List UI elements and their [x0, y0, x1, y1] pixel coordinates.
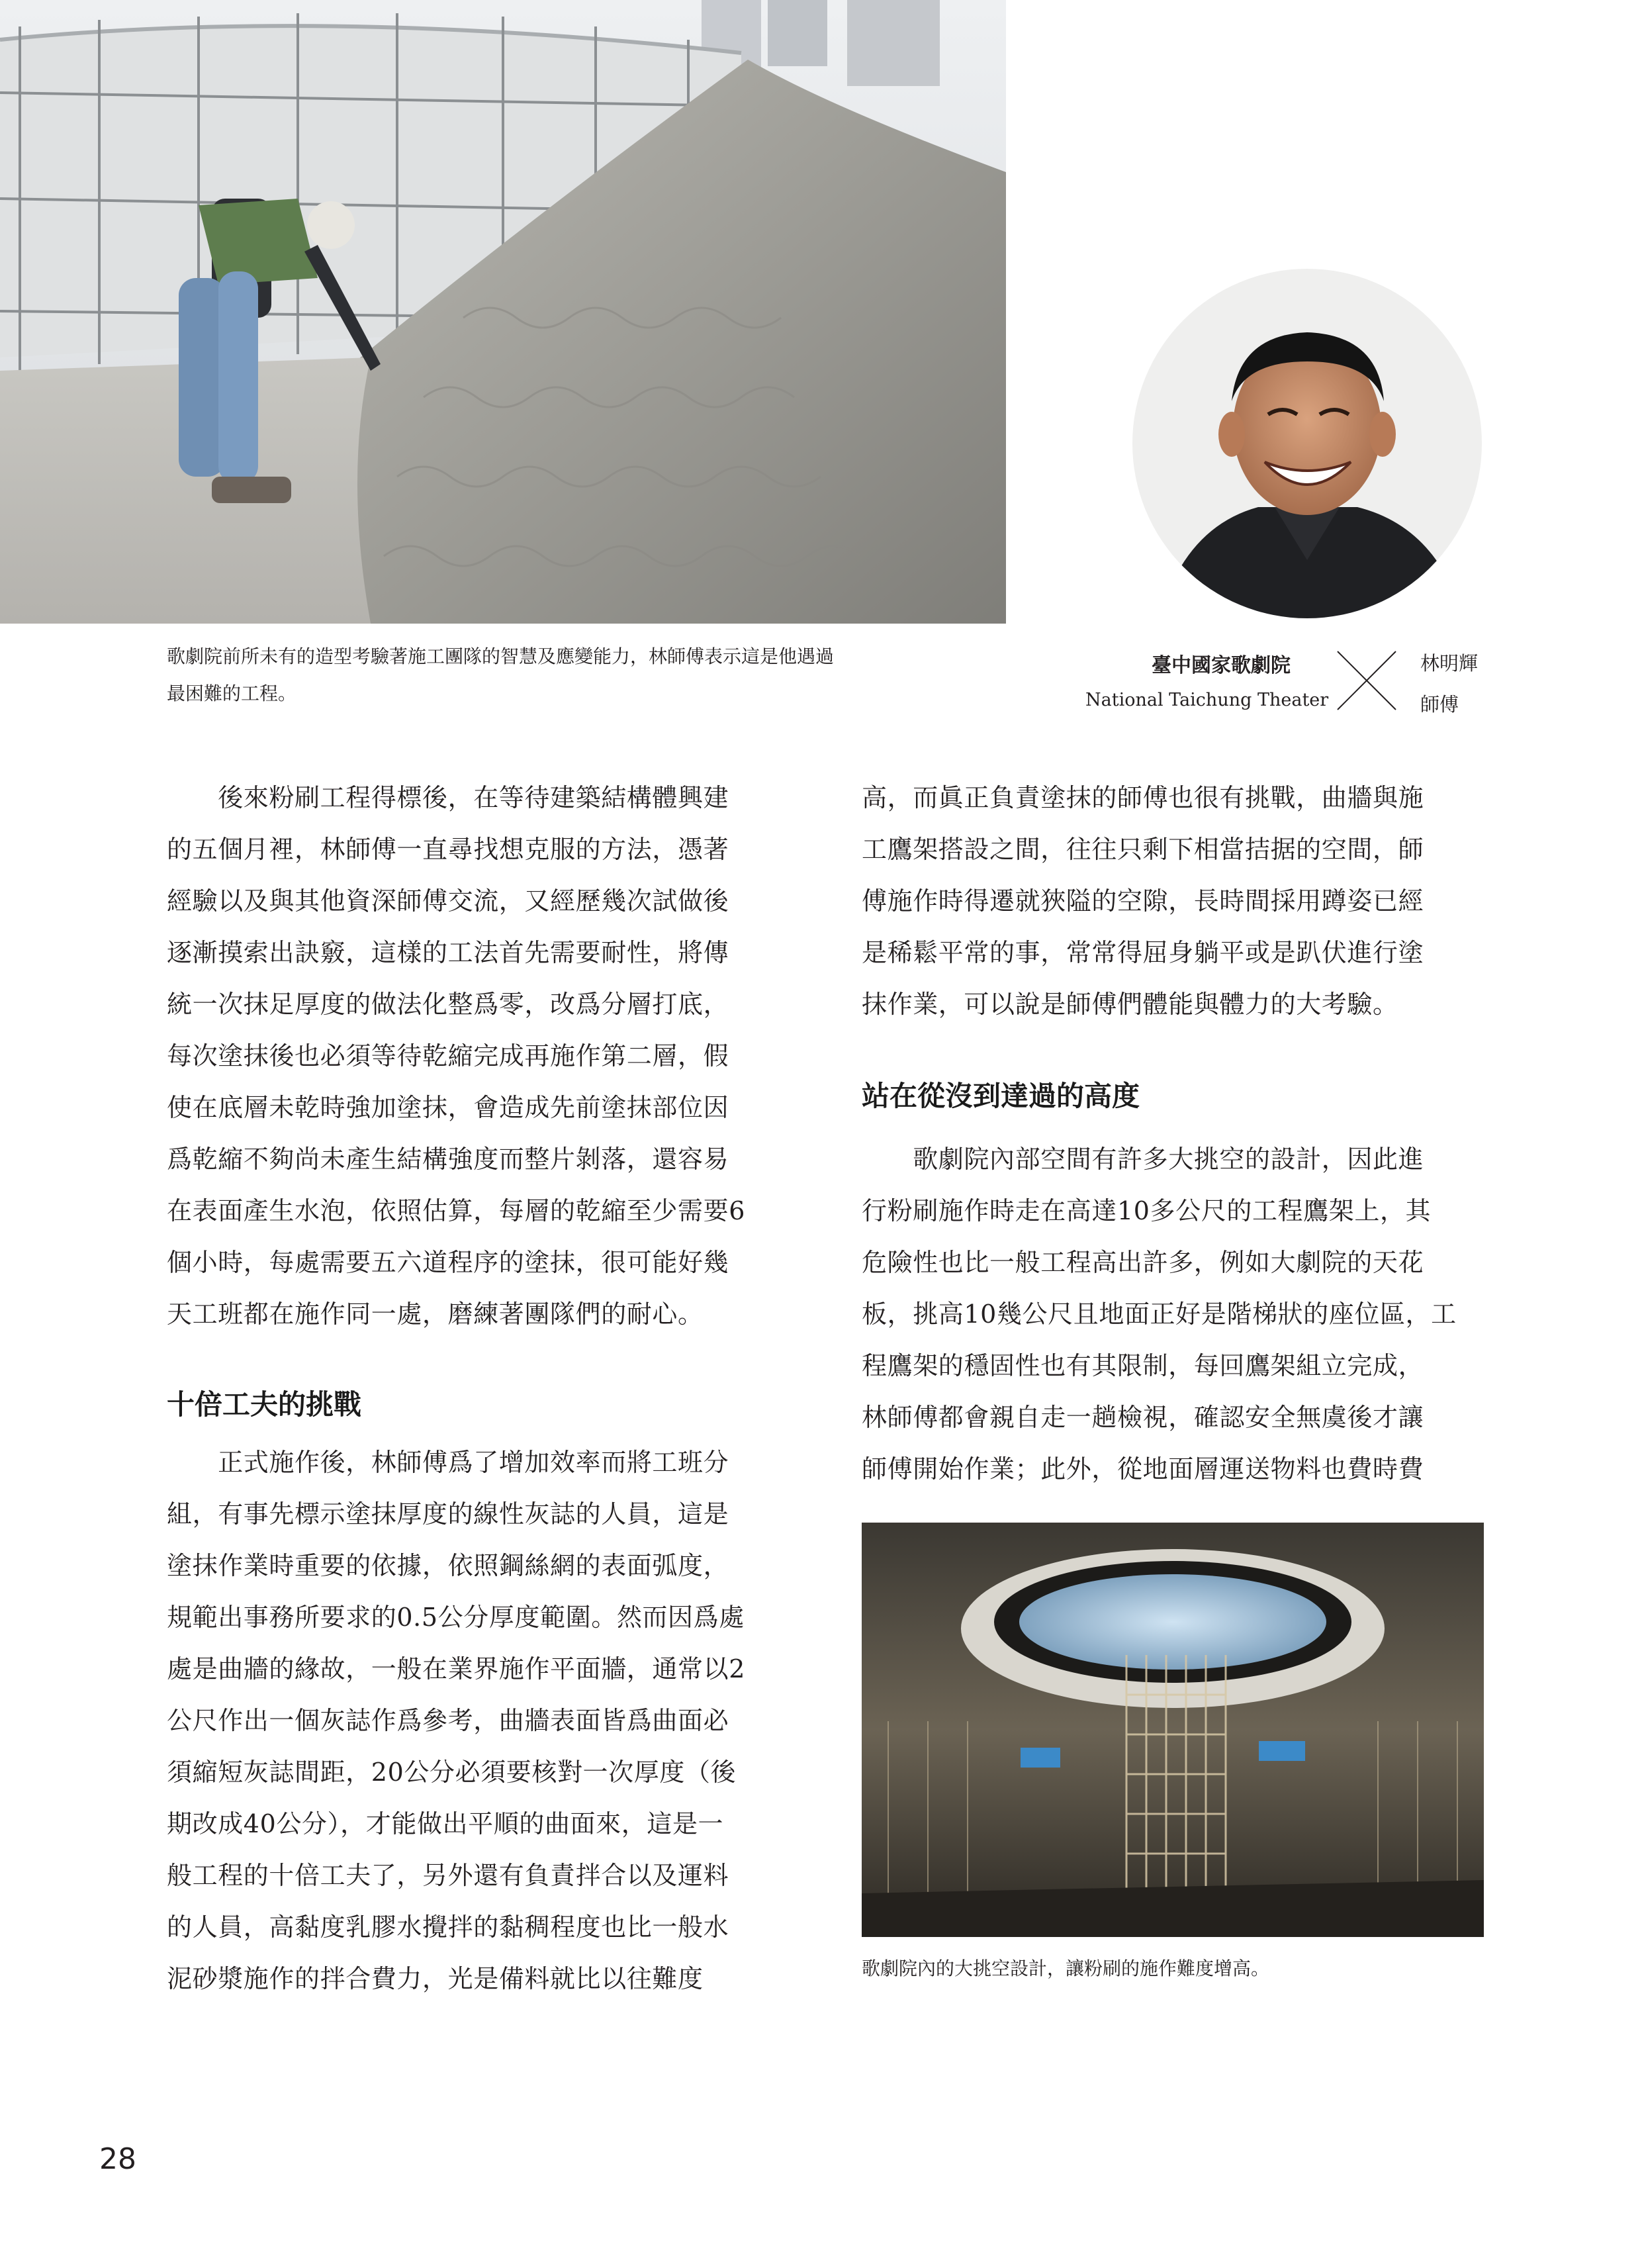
text-line: 期改成40公分），才能做出平順的曲面來，這是一: [167, 1809, 724, 1838]
right-paragraph-1: [862, 772, 1424, 1030]
text-line: 統一次抹足厚度的做法化整爲零，改爲分層打底，: [167, 990, 729, 1019]
text-line: 的五個月裡，林師傅一直尋找想克服的方法，憑著: [167, 835, 729, 864]
text-line: 的人員，高黏度乳膠水攪拌的黏稠程度也比一般水: [167, 1913, 729, 1942]
text-line: 須縮短灰誌間距，20公分必須要核對一次厚度（後: [167, 1758, 737, 1787]
text-line: 板，挑高10幾公尺且地面正好是階梯狀的座位區，工: [862, 1299, 1457, 1329]
top-photo-caption: [167, 638, 961, 712]
venue-name-zh: 臺中國家歌劇院: [1152, 654, 1291, 677]
section-heading-right: 站在從沒到達過的高度: [862, 1080, 1140, 1112]
text-line: 行粉刷施作時走在高達10多公尺的工程鷹架上，其: [862, 1196, 1432, 1225]
cross-divider-icon: [1335, 649, 1398, 712]
text-line: 工鷹架搭設之間，往往只剩下相當拮据的空間，師: [862, 835, 1424, 864]
caption-line: 歌劇院前所未有的造型考驗著施工團隊的智慧及應變能力，林師傅表示這是他遇過: [167, 645, 835, 667]
left-paragraph-1: [167, 772, 745, 1340]
text-line: 組，有事先標示塗抹厚度的線性灰誌的人員，這是: [167, 1499, 729, 1529]
bottom-photo-caption: 歌劇院內的大挑空設計，讓粉刷的施作難度增高。: [862, 1958, 1270, 1979]
text-line: 高，而眞正負責塗抹的師傅也很有挑戰，曲牆與施: [862, 783, 1424, 812]
text-line: 後來粉刷工程得標後，在等待建築結構體興建: [167, 783, 729, 812]
text-line: 是稀鬆平常的事，常常得屈身躺平或是趴伏進行塗: [862, 938, 1424, 967]
text-line: 經驗以及與其他資深師傅交流，又經歷幾次試做後: [167, 886, 729, 916]
text-line: 爲乾縮不夠尚未產生結構強度而整片剝落，還容易: [167, 1145, 729, 1174]
text-line: 般工程的十倍工夫了，另外還有負責拌合以及運料: [167, 1861, 729, 1890]
text-line: 歌劇院內部空間有許多大挑空的設計，因此進: [862, 1145, 1424, 1174]
text-line: 傅施作時得遷就狹隘的空隙，長時間採用蹲姿已經: [862, 886, 1424, 916]
text-line: 抹作業，可以說是師傅們體能與體力的大考驗。: [862, 990, 1398, 1019]
text-line: 每次塗抹後也必須等待乾縮完成再施作第二層，假: [167, 1041, 729, 1070]
text-line: 危險性也比一般工程高出許多，例如大劇院的天花: [862, 1248, 1424, 1277]
text-line: 處是曲牆的緣故，一般在業界施作平面牆，通常以2: [167, 1654, 745, 1683]
construction-photo: [0, 0, 1006, 624]
page-number: 28: [99, 2142, 136, 2176]
section-heading-left: 十倍工夫的挑戰: [167, 1388, 362, 1421]
text-line: 逐漸摸索出訣竅，這樣的工法首先需要耐性，將傳: [167, 938, 729, 967]
text-line: 在表面產生水泡，依照估算，每層的乾縮至少需要6: [167, 1196, 745, 1225]
text-line: 程鷹架的穩固性也有其限制，每回鷹架組立完成，: [862, 1351, 1424, 1380]
caption-line: 最困難的工程。: [167, 683, 297, 704]
text-line: 塗抹作業時重要的依據，依照鋼絲網的表面弧度，: [167, 1551, 729, 1580]
text-line: 公尺作出一個灰誌作爲參考，曲牆表面皆爲曲面必: [167, 1706, 729, 1735]
text-line: 使在底層未乾時強加塗抹，會造成先前塗抹部位因: [167, 1093, 729, 1122]
venue-name-en: National Taichung Theater: [1085, 690, 1329, 710]
text-line: 泥砂漿施作的拌合費力，光是備料就比以往難度: [167, 1964, 704, 1993]
text-line: 林師傅都會親自走一趟檢視，確認安全無虞後才讓: [862, 1403, 1424, 1432]
text-line: 天工班都在施作同一處，磨練著團隊們的耐心。: [167, 1299, 704, 1329]
text-line: 規範出事務所要求的0.5公分厚度範圍。然而因爲處: [167, 1603, 745, 1632]
portrait-photo: [1132, 269, 1482, 618]
right-paragraph-2: [862, 1133, 1457, 1495]
theater-interior-photo: [862, 1523, 1484, 1937]
person-name: 林明輝: [1420, 652, 1479, 675]
text-line: 正式施作後，林師傅爲了增加效率而將工班分: [167, 1448, 729, 1477]
text-line: 師傅開始作業；此外，從地面層運送物料也費時費: [862, 1454, 1424, 1484]
text-line: 個小時，每處需要五六道程序的塗抹，很可能好幾: [167, 1248, 729, 1277]
person-title: 師傅: [1420, 693, 1459, 716]
left-paragraph-2: [167, 1437, 745, 2005]
